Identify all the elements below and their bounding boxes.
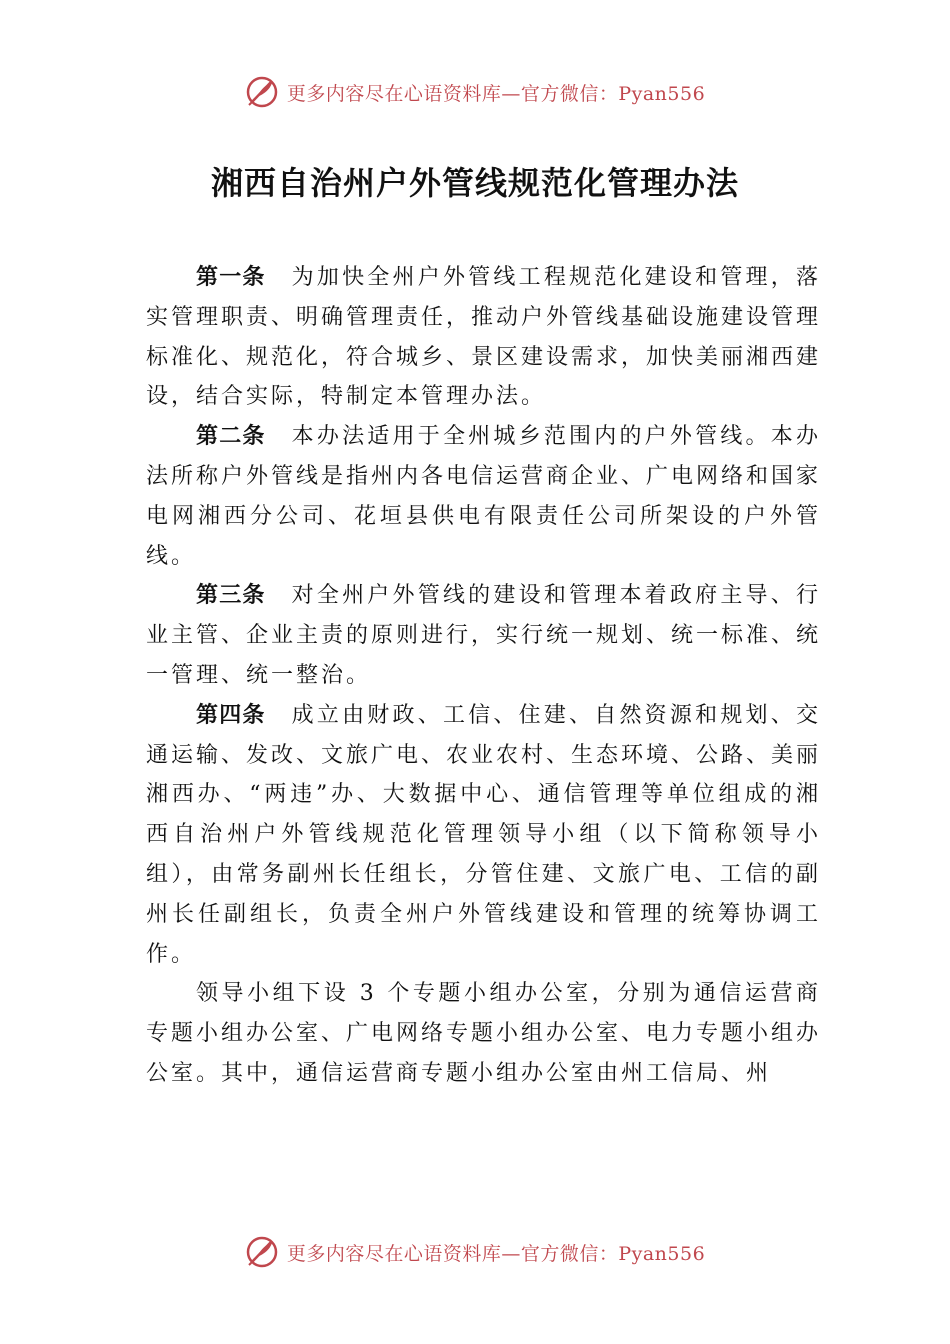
document-title: 湘西自治州户外管线规范化管理办法 <box>210 164 739 202</box>
article-paragraph <box>146 696 821 975</box>
article-label: 第一条 <box>196 265 266 290</box>
article-text: 成立由财政、工信、住建、自然资源和规划、交通运输、发改、文旅广电、农业农村、生态环境、公路、美丽湘西办、“两违”办、大数据中心、通信管理等单位组成的湘西自治州户外管线规范化管理领导小组（以下简称领导小组），由常务副州长任组长，分管住建、文旅广电、工信的副州长任副组长，负责全州户外管线建设和管理的统筹协调工作。 <box>146 702 822 967</box>
article-paragraph <box>146 258 821 417</box>
article-text: 对全州户外管线的建设和管理本着政府主导、行业主管、企业主责的原则进行，实行统一规划、统一标准、统一管理、统一整治。 <box>146 583 822 688</box>
header-watermark-banner <box>0 70 950 114</box>
feather-circle-logo-icon <box>245 75 279 109</box>
body-paragraph <box>146 974 821 1093</box>
paragraph-text: 领导小组下设 3 个专题小组办公室，分别为通信运营商专题小组办公室、广电网络专题小组办公室、电力专题小组办公室。其中，通信运营商专题小组办公室由州工信局、州 <box>146 981 822 1086</box>
article-text: 为加快全州户外管线工程规范化建设和管理，落实管理职责、明确管理责任，推动户外管线基础设施建设管理标准化、规范化，符合城乡、景区建设需求，加快美丽湘西建设，结合实际，特制定本管理办法。 <box>146 265 822 410</box>
footer-watermark-banner <box>0 1230 950 1274</box>
article-text: 本办法适用于全州城乡范围内的户外管线。本办法所称户外管线是指州内各电信运营商企业、广电网络和国家电网湘西分公司、花垣县供电有限责任公司所架设的户外管线。 <box>146 424 822 569</box>
feather-circle-logo-icon <box>245 1235 279 1269</box>
article-paragraph <box>146 417 821 576</box>
watermark-text: 更多内容尽在心语资料库—官方微信：Pyan556 <box>286 1242 706 1265</box>
watermark-text: 更多内容尽在心语资料库—官方微信：Pyan556 <box>286 82 706 105</box>
article-label: 第三条 <box>196 583 266 609</box>
article-label: 第四条 <box>196 702 266 728</box>
article-label: 第二条 <box>196 424 266 450</box>
article-paragraph <box>146 576 821 695</box>
document-body <box>146 258 821 1094</box>
